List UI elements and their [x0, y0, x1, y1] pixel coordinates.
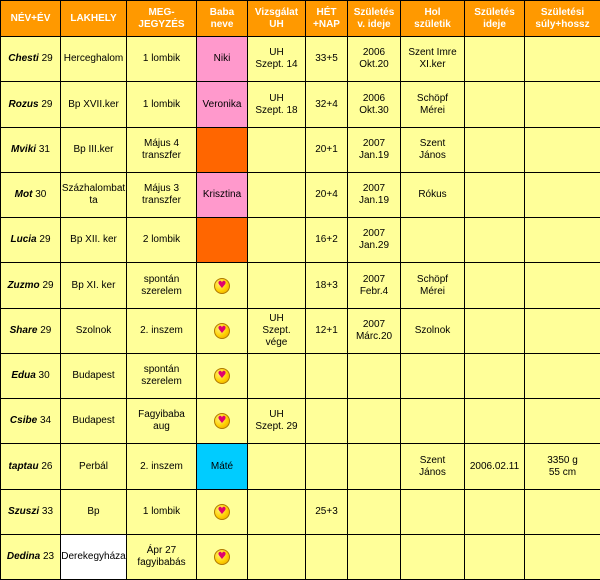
- baby-name-cell: [197, 218, 248, 263]
- ultrasound-cell: [248, 490, 306, 535]
- birth-weight-cell: [525, 128, 600, 173]
- due-date-cell: [348, 354, 401, 399]
- birth-weight-cell: [525, 218, 600, 263]
- name-age-cell: [1, 354, 61, 399]
- name-age-cell: [1, 490, 61, 535]
- note-cell: 2 lombik: [127, 218, 197, 263]
- due-date-cell: 2007 Márc.20: [348, 309, 401, 354]
- table-row: [1, 37, 600, 82]
- note-cell: spontán szerelem: [127, 354, 197, 399]
- table-row: [1, 354, 600, 399]
- heart-smiley-icon: [214, 278, 230, 294]
- heart-smiley-icon: [214, 323, 230, 339]
- birth-date-cell: [465, 309, 525, 354]
- birth-date-cell: [465, 354, 525, 399]
- age: 23: [43, 551, 54, 562]
- birth-date-cell: 2006.02.11: [465, 444, 525, 490]
- table-row: [1, 218, 600, 263]
- nickname: Chesti: [8, 53, 39, 64]
- birthplace-cell: [401, 399, 465, 444]
- note-cell: Május 3 transzfer: [127, 173, 197, 218]
- name-age-cell: [1, 263, 61, 309]
- baby-name-cell: [197, 309, 248, 354]
- birth-weight-cell: [525, 399, 600, 444]
- table-row: [1, 128, 600, 173]
- header-baby-name: Baba neve: [197, 1, 248, 37]
- birth-weight-cell: [525, 263, 600, 309]
- baby-name-cell: Krisztina: [197, 173, 248, 218]
- baby-name-cell: [197, 128, 248, 173]
- residence-cell: Százhalombat ta: [61, 173, 127, 218]
- birth-weight-cell: [525, 37, 600, 82]
- note-cell: spontán szerelem: [127, 263, 197, 309]
- age: 30: [35, 189, 46, 200]
- residence-cell: Budapest: [61, 354, 127, 399]
- birth-weight-cell: [525, 82, 600, 128]
- week-day-cell: 32+4: [306, 82, 348, 128]
- residence-cell: Budapest: [61, 399, 127, 444]
- baby-name-cell: [197, 399, 248, 444]
- baby-name-cell: [197, 354, 248, 399]
- birth-date-cell: [465, 128, 525, 173]
- week-day-cell: [306, 535, 348, 580]
- name-age-cell: [1, 444, 61, 490]
- ultrasound-cell: [248, 444, 306, 490]
- birth-weight-cell: [525, 490, 600, 535]
- week-day-cell: 20+4: [306, 173, 348, 218]
- birth-weight-cell: [525, 309, 600, 354]
- week-day-cell: [306, 444, 348, 490]
- ultrasound-cell: [248, 218, 306, 263]
- ultrasound-cell: [248, 173, 306, 218]
- nickname: Rozus: [9, 99, 39, 110]
- name-age-cell: [1, 399, 61, 444]
- table-row: [1, 490, 600, 535]
- birth-date-cell: [465, 173, 525, 218]
- birth-date-cell: [465, 399, 525, 444]
- age: 26: [41, 461, 52, 472]
- ultrasound-cell: UH Szept. 29: [248, 399, 306, 444]
- due-date-cell: [348, 490, 401, 535]
- birthplace-cell: Schöpf Mérei: [401, 263, 465, 309]
- header-birth-date: Születés ideje: [465, 1, 525, 37]
- nickname: Mviki: [11, 144, 36, 155]
- nickname: Lucia: [10, 234, 36, 245]
- header-birthplace: Hol születik: [401, 1, 465, 37]
- week-day-cell: 16+2: [306, 218, 348, 263]
- due-date-cell: 2007 Jan.29: [348, 218, 401, 263]
- table-row: [1, 82, 600, 128]
- note-cell: 1 lombik: [127, 37, 197, 82]
- ultrasound-cell: [248, 128, 306, 173]
- note-cell: Fagyibaba aug: [127, 399, 197, 444]
- due-date-cell: 2006 Okt.20: [348, 37, 401, 82]
- age: 29: [40, 325, 51, 336]
- birthplace-cell: Szent János: [401, 444, 465, 490]
- birth-date-cell: [465, 535, 525, 580]
- birth-weight-cell: [525, 535, 600, 580]
- residence-cell: Bp XVII.ker: [61, 82, 127, 128]
- nickname: Zuzmo: [7, 280, 39, 291]
- birth-date-cell: [465, 37, 525, 82]
- table-row: [1, 535, 600, 580]
- ultrasound-cell: [248, 263, 306, 309]
- name-age-cell: [1, 309, 61, 354]
- week-day-cell: 18+3: [306, 263, 348, 309]
- baby-name-cell: [197, 490, 248, 535]
- birthplace-cell: Schöpf Mérei: [401, 82, 465, 128]
- birthplace-cell: [401, 490, 465, 535]
- due-date-cell: [348, 444, 401, 490]
- note-cell: 1 lombik: [127, 490, 197, 535]
- birthplace-cell: Szent Imre XI.ker: [401, 37, 465, 82]
- due-date-cell: [348, 399, 401, 444]
- birth-date-cell: [465, 263, 525, 309]
- baby-name-cell: Máté: [197, 444, 248, 490]
- name-age-cell: [1, 128, 61, 173]
- week-day-cell: 25+3: [306, 490, 348, 535]
- birthplace-cell: [401, 535, 465, 580]
- header-row: [1, 1, 600, 37]
- week-day-cell: 33+5: [306, 37, 348, 82]
- age: 29: [42, 280, 53, 291]
- due-date-cell: 2007 Jan.19: [348, 173, 401, 218]
- name-age-cell: [1, 82, 61, 128]
- nickname: Mot: [15, 189, 33, 200]
- ultrasound-cell: UH Szept. vége: [248, 309, 306, 354]
- due-date-cell: [348, 535, 401, 580]
- week-day-cell: [306, 354, 348, 399]
- ultrasound-cell: UH Szept. 18: [248, 82, 306, 128]
- birthplace-cell: Szolnok: [401, 309, 465, 354]
- name-age-cell: [1, 173, 61, 218]
- nickname: taptau: [9, 461, 39, 472]
- note-cell: Május 4 transzfer: [127, 128, 197, 173]
- birth-weight-cell: [525, 173, 600, 218]
- residence-cell: Bp III.ker: [61, 128, 127, 173]
- due-date-cell: 2007 Febr.4: [348, 263, 401, 309]
- birthplace-cell: Rókus: [401, 173, 465, 218]
- due-date-cell: 2006 Okt.30: [348, 82, 401, 128]
- residence-cell: Bp: [61, 490, 127, 535]
- birth-date-cell: [465, 218, 525, 263]
- age: 29: [39, 234, 50, 245]
- residence-cell: Bp XI. ker: [61, 263, 127, 309]
- birth-weight-cell: 3350 g 55 cm: [525, 444, 600, 490]
- age: 29: [41, 99, 52, 110]
- header-note: MEG- JEGYZÉS: [127, 1, 197, 37]
- heart-smiley-icon: [214, 504, 230, 520]
- table-row: [1, 309, 600, 354]
- note-cell: 2. inszem: [127, 444, 197, 490]
- header-name-age: NÉV+ÉV: [1, 1, 61, 37]
- ultrasound-cell: UH Szept. 14: [248, 37, 306, 82]
- week-day-cell: 12+1: [306, 309, 348, 354]
- heart-smiley-icon: [214, 413, 230, 429]
- ultrasound-cell: [248, 535, 306, 580]
- nickname: Edua: [11, 370, 35, 381]
- table-row: [1, 263, 600, 309]
- baby-name-cell: [197, 263, 248, 309]
- table-row: [1, 444, 600, 490]
- nickname: Share: [10, 325, 38, 336]
- residence-cell: Bp XII. ker: [61, 218, 127, 263]
- baby-name-cell: [197, 535, 248, 580]
- age: 30: [39, 370, 50, 381]
- ultrasound-cell: [248, 354, 306, 399]
- table-row: [1, 173, 600, 218]
- nickname: Dedina: [7, 551, 40, 562]
- header-ultrasound: Vizsgálat UH: [248, 1, 306, 37]
- nickname: Szuszi: [8, 506, 39, 517]
- residence-cell: Perbál: [61, 444, 127, 490]
- age: 34: [40, 415, 51, 426]
- birthplace-cell: Szent János: [401, 128, 465, 173]
- age: 33: [42, 506, 53, 517]
- name-age-cell: [1, 218, 61, 263]
- table-row: [1, 399, 600, 444]
- header-birth-weight: Születési súly+hossz: [525, 1, 600, 37]
- week-day-cell: [306, 399, 348, 444]
- name-age-cell: [1, 535, 61, 580]
- nickname: Csibe: [10, 415, 37, 426]
- baby-name-cell: Veronika: [197, 82, 248, 128]
- baby-name-cell: Niki: [197, 37, 248, 82]
- birthplace-cell: [401, 354, 465, 399]
- birth-date-cell: [465, 82, 525, 128]
- heart-smiley-icon: [214, 368, 230, 384]
- note-cell: 1 lombik: [127, 82, 197, 128]
- note-cell: Ápr 27 fagyibabás: [127, 535, 197, 580]
- age: 29: [42, 53, 53, 64]
- birthplace-cell: [401, 218, 465, 263]
- age: 31: [39, 144, 50, 155]
- heart-smiley-icon: [214, 549, 230, 565]
- header-residence: LAKHELY: [61, 1, 127, 37]
- residence-cell: Herceghalom: [61, 37, 127, 82]
- residence-cell: Derekegyháza: [61, 535, 127, 580]
- header-week-day: HÉT +NAP: [306, 1, 348, 37]
- birth-date-cell: [465, 490, 525, 535]
- due-date-cell: 2007 Jan.19: [348, 128, 401, 173]
- note-cell: 2. inszem: [127, 309, 197, 354]
- residence-cell: Szolnok: [61, 309, 127, 354]
- week-day-cell: 20+1: [306, 128, 348, 173]
- header-due-date: Születés v. ideje: [348, 1, 401, 37]
- birth-weight-cell: [525, 354, 600, 399]
- name-age-cell: [1, 37, 61, 82]
